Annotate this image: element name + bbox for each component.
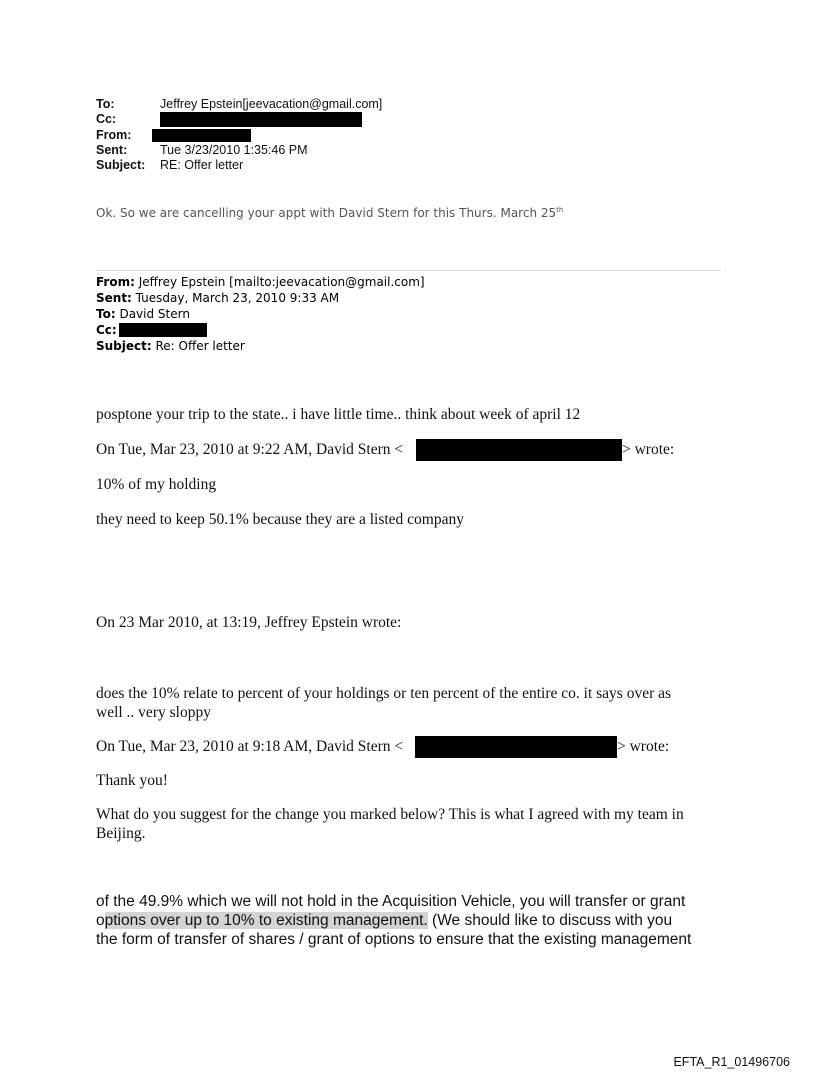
body-line-6a: does the 10% relate to percent of your holdings or ten percent of the entire co. it says over as	[96, 685, 672, 702]
header-to-value: Jeffrey Epstein[jeevacation@gmail.com]	[160, 97, 383, 111]
body-line-9a: What do you suggest for the change you marked below? This is what I agreed with my team in	[96, 806, 684, 823]
fwd-sent-value: Tuesday, March 23, 2010 9:33 AM	[131, 291, 340, 305]
body-line-3: 10% of my holding	[96, 476, 217, 493]
fwd-to-value: David Stern	[115, 307, 190, 321]
header-from-label: From:	[96, 128, 132, 142]
reply-suffix: th	[556, 206, 564, 214]
fwd-from-value: Jeffrey Epstein [mailto:jeevacation@gmail.com]	[134, 275, 425, 289]
header-sent-label: Sent:	[96, 143, 128, 157]
email-redaction-1	[416, 439, 622, 461]
fwd-cc-redaction	[119, 323, 207, 337]
quote-line-2	[96, 911, 672, 930]
header-sent-value: Tue 3/23/2010 1:35:46 PM	[160, 143, 308, 157]
reply-text	[96, 206, 563, 220]
from-redaction	[152, 129, 251, 142]
quote-line-2-end: (We should like to discuss with you	[427, 912, 673, 929]
quote-line-3: the form of transfer of shares / grant of options to ensure that the existing management	[96, 931, 692, 948]
body-line-7-start: On Tue, Mar 23, 2010 at 9:18 AM, David Stern <	[96, 738, 404, 755]
header-subject-value: RE: Offer letter	[160, 158, 244, 172]
body-line-2-end: > wrote:	[622, 441, 675, 458]
quote-highlight: ptions over up to 10% to existing management.	[104, 912, 428, 929]
body-line-6b: well .. very sloppy	[96, 704, 211, 721]
divider	[96, 270, 721, 271]
body-line-2-start: On Tue, Mar 23, 2010 at 9:22 AM, David Stern <	[96, 441, 404, 458]
cc-redaction	[160, 112, 362, 127]
fwd-to-label: To:	[96, 307, 116, 321]
fwd-to-line	[96, 306, 190, 322]
fwd-from-line	[96, 274, 425, 290]
fwd-sent-line	[96, 290, 339, 306]
quote-line-2-start: o	[96, 912, 105, 929]
fwd-subject-value: Re: Offer letter	[151, 339, 245, 353]
body-line-5: On 23 Mar 2010, at 13:19, Jeffrey Epstein wrote:	[96, 614, 402, 631]
body-line-9b: Beijing.	[96, 825, 146, 842]
fwd-cc-label: Cc:	[96, 323, 117, 337]
body-line-8: Thank you!	[96, 772, 168, 789]
fwd-subject-label: Subject:	[96, 339, 152, 353]
body-line-1: posptone your trip to the state.. i have little time.. think about week of april 12	[96, 406, 581, 423]
body-line-7-end: > wrote:	[617, 738, 670, 755]
fwd-sent-label: Sent:	[96, 291, 132, 305]
quote-line-1: of the 49.9% which we will not hold in the Acquisition Vehicle, you will transfer or grant	[96, 893, 686, 910]
document-id: EFTA_R1_01496706	[673, 1055, 790, 1069]
header-to-label: To:	[96, 97, 115, 111]
fwd-cc-line	[96, 322, 117, 338]
fwd-subject-line	[96, 338, 245, 354]
header-subject-label: Subject:	[96, 158, 146, 172]
body-line-4: they need to keep 50.1% because they are a listed company	[96, 511, 464, 528]
fwd-from-label: From:	[96, 275, 135, 289]
header-cc-label: Cc:	[96, 112, 117, 126]
reply-main: Ok. So we are cancelling your appt with David Stern for this Thurs. March 25	[96, 206, 557, 220]
email-redaction-2	[415, 736, 617, 758]
